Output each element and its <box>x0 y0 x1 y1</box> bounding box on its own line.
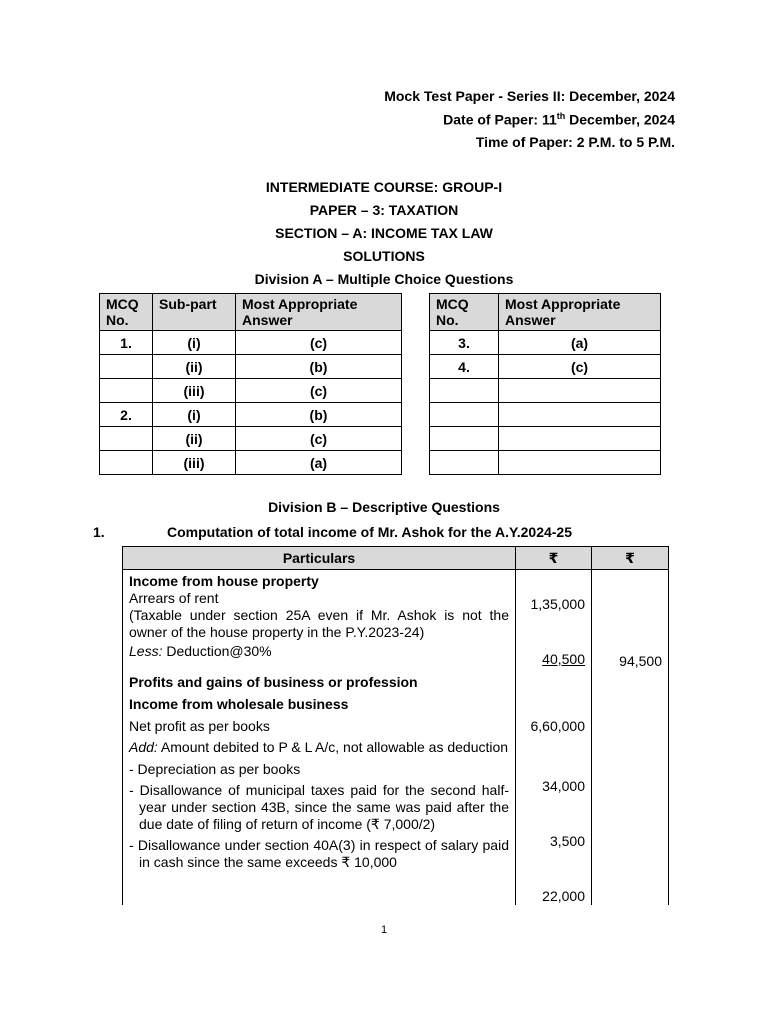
mcq-no: 2. <box>100 403 153 427</box>
rupee-header-2: ₹ <box>592 547 669 570</box>
table-row <box>430 331 661 355</box>
header-time: Time of Paper: 2 P.M. to 5 P.M. <box>475 134 675 150</box>
table-row <box>100 331 402 355</box>
question-number: 1. <box>93 524 105 540</box>
hp-cell <box>123 570 516 671</box>
computation-table <box>122 546 669 905</box>
answer: (c) <box>499 355 661 379</box>
subpart-header: Sub-part <box>153 294 236 331</box>
municipal-amount: 3,500 <box>549 833 585 849</box>
pgbp-heading: Profits and gains of business or profession <box>129 674 418 690</box>
answer: (b) <box>236 355 402 379</box>
mcq-table-right <box>429 293 661 475</box>
answer-header: Most Appropriate Answer <box>236 294 402 331</box>
salary-label: - Disallowance under section 40A(3) in respect of salary paid in cash since the same exceeds ₹ 10,000 <box>129 837 509 870</box>
subpart: (ii) <box>153 355 236 379</box>
mcq-no <box>100 355 153 379</box>
less-label: Less: <box>129 643 163 659</box>
answer: (b) <box>236 403 402 427</box>
arrears-amount: 1,35,000 <box>530 596 585 612</box>
arrears-label: Arrears of rent <box>129 590 219 606</box>
municipal-label: - Disallowance of municipal taxes paid for the second half-year under section 43B, since the same was paid after the due date of filing of return of income (₹ 7,000/2) <box>129 782 509 832</box>
add-label: Add: <box>129 739 158 755</box>
answer: (c) <box>236 427 402 451</box>
mcq-no <box>430 379 499 403</box>
hp-amounts <box>516 570 592 671</box>
header-date-prefix: Date of Paper: 11 <box>443 111 557 128</box>
deduction-amount: 40,500 <box>542 651 585 667</box>
pgbp-cell <box>123 670 516 905</box>
question-title: Computation of total income of Mr. Ashok for the A.Y.2024-25 <box>167 524 573 540</box>
table-row <box>123 570 669 671</box>
subpart: (ii) <box>153 427 236 451</box>
table-row <box>430 379 661 403</box>
header-date <box>443 111 675 128</box>
net-profit-amount: 6,60,000 <box>530 718 585 734</box>
section-title: SECTION – A: INCOME TAX LAW <box>275 225 493 241</box>
header-date-suffix: December, 2024 <box>565 111 675 128</box>
particulars-header: Particulars <box>123 547 516 570</box>
hp-total-cell <box>592 570 669 671</box>
table-row <box>100 427 402 451</box>
answer <box>499 403 661 427</box>
pgbp-total-cell <box>592 670 669 905</box>
hp-heading: Income from house property <box>129 573 319 589</box>
paper-title: PAPER – 3: TAXATION <box>309 202 459 218</box>
depreciation-amount: 34,000 <box>542 778 585 794</box>
mcq-no-header: MCQ No. <box>430 294 499 331</box>
salary-amount: 22,000 <box>542 888 585 904</box>
mcq-no: 4. <box>430 355 499 379</box>
table-row <box>123 670 669 905</box>
pgbp-amounts <box>516 670 592 905</box>
division-a-title: Division A – Multiple Choice Questions <box>254 271 514 287</box>
table-row <box>100 403 402 427</box>
subpart: (iii) <box>153 451 236 475</box>
mcq-no <box>100 427 153 451</box>
subpart: (i) <box>153 331 236 355</box>
table-row <box>100 451 402 475</box>
mcq-no <box>430 427 499 451</box>
table-row <box>430 451 661 475</box>
answer-header: Most Appropriate Answer <box>499 294 661 331</box>
arrears-note: (Taxable under section 25A even if Mr. Ashok is not the owner of the house property in the P.Y.2023-24) <box>129 607 509 640</box>
add-line <box>129 739 509 756</box>
mcq-no <box>430 403 499 427</box>
table-row <box>100 355 402 379</box>
answer <box>499 451 661 475</box>
mcq-no <box>100 379 153 403</box>
answer: (c) <box>236 379 402 403</box>
page-number: 1 <box>380 924 388 936</box>
answer <box>499 379 661 403</box>
hp-total: 94,500 <box>619 653 662 669</box>
deduction-line <box>129 643 509 660</box>
course-title: INTERMEDIATE COURSE: GROUP-I <box>265 179 503 195</box>
add-text: Amount debited to P & L A/c, not allowable as deduction <box>157 739 509 755</box>
table-row <box>430 427 661 451</box>
subpart: (i) <box>153 403 236 427</box>
mcq-no: 1. <box>100 331 153 355</box>
table-row <box>430 355 661 379</box>
subpart: (iii) <box>153 379 236 403</box>
deduction-label: Deduction@30% <box>162 643 272 659</box>
mcq-no <box>100 451 153 475</box>
answer: (c) <box>236 331 402 355</box>
answer: (a) <box>499 331 661 355</box>
mcq-table-left <box>99 293 402 475</box>
table-row <box>100 379 402 403</box>
mcq-no-header: MCQ No. <box>100 294 153 331</box>
division-b-title: Division B – Descriptive Questions <box>268 499 500 515</box>
wholesale-heading: Income from wholesale business <box>129 696 349 712</box>
net-profit-label: Net profit as per books <box>129 718 270 734</box>
mcq-no <box>430 451 499 475</box>
rupee-header-1: ₹ <box>516 547 592 570</box>
answer <box>499 427 661 451</box>
solutions-title: SOLUTIONS <box>343 248 425 264</box>
mcq-no: 3. <box>430 331 499 355</box>
answer: (a) <box>236 451 402 475</box>
header-date-sup: th <box>556 111 566 121</box>
table-row <box>430 403 661 427</box>
depreciation-label: - Depreciation as per books <box>129 761 301 777</box>
header-series: Mock Test Paper - Series II: December, 2024 <box>384 88 675 104</box>
